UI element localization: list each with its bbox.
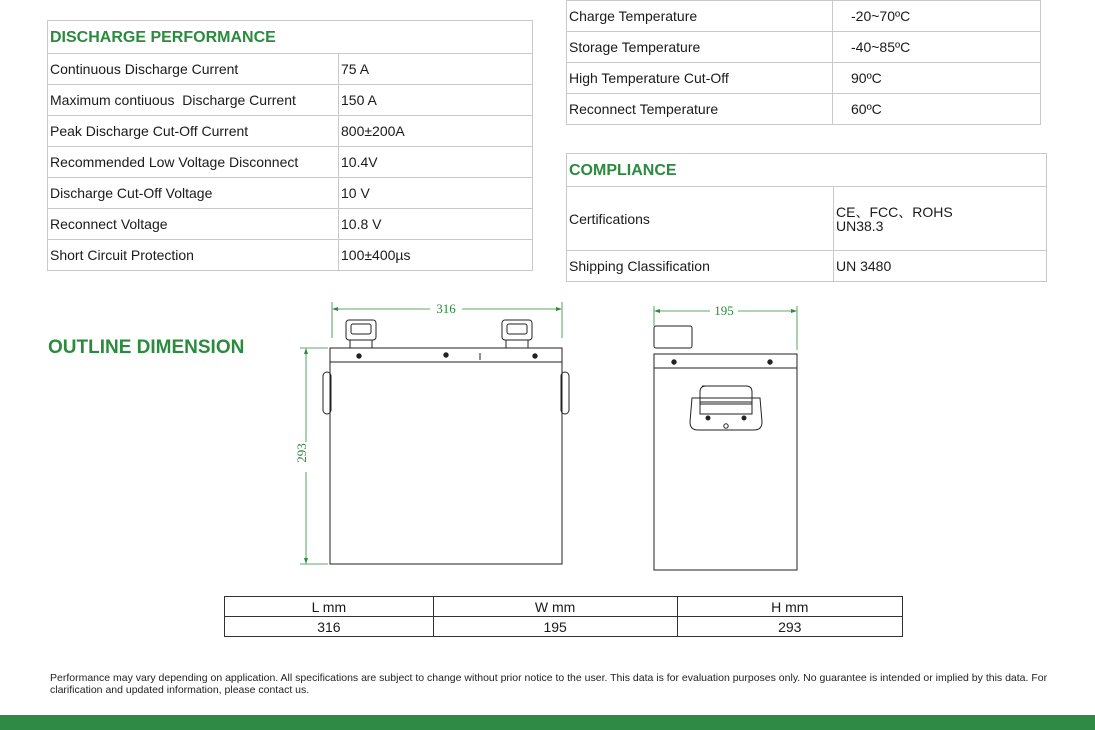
temperature-table	[566, 0, 1041, 125]
cert-line: UN38.3	[836, 217, 884, 234]
row-value: 60ºC	[833, 94, 1041, 125]
row-label: Peak Discharge Cut-Off Current	[48, 116, 339, 147]
row-label: Maximum contiuous Discharge Current	[48, 85, 339, 116]
table-row	[48, 240, 533, 271]
row-value: 10 V	[339, 178, 533, 209]
row-label: Reconnect Temperature	[567, 94, 833, 125]
table-row	[48, 178, 533, 209]
table-row	[567, 32, 1041, 63]
row-label: Storage Temperature	[567, 32, 833, 63]
discharge-title: DISCHARGE PERFORMANCE	[48, 21, 533, 54]
side-width-label: 195	[714, 303, 734, 318]
front-height-label: 293	[294, 443, 309, 463]
row-value: 10.8 V	[339, 209, 533, 240]
compliance-title: COMPLIANCE	[567, 154, 1047, 187]
table-row	[48, 147, 533, 178]
row-value: UN 3480	[834, 251, 1047, 282]
compliance-header-row	[567, 154, 1047, 187]
row-value: 90ºC	[833, 63, 1041, 94]
side-view	[654, 306, 797, 570]
dimension-header-row	[225, 597, 903, 617]
column-header: W mm	[433, 597, 677, 617]
row-label: Certifications	[567, 187, 834, 251]
footer-bar	[0, 715, 1095, 730]
row-value: 10.4V	[339, 147, 533, 178]
row-value: 100±400µs	[339, 240, 533, 271]
table-row	[567, 251, 1047, 282]
row-value: -40~85ºC	[833, 32, 1041, 63]
row-label: High Temperature Cut-Off	[567, 63, 833, 94]
front-width-label: 316	[436, 301, 456, 316]
table-row	[567, 94, 1041, 125]
row-value: 150 A	[339, 85, 533, 116]
table-row	[48, 209, 533, 240]
disclaimer-footnote: Performance may vary depending on application. All specifications are subject to change without prior notice to the user. This data is for evaluation purposes only. No guarantee is intended or implied by this data. For clarification and updated information, please contact us.	[50, 672, 1048, 696]
compliance-table	[566, 153, 1047, 282]
row-label: Discharge Cut-Off Voltage	[48, 178, 339, 209]
dimension-value: 195	[433, 617, 677, 637]
table-row	[567, 187, 1047, 251]
dimension-value: 293	[677, 617, 903, 637]
dimension-table	[224, 596, 903, 637]
table-row	[567, 1, 1041, 32]
front-view	[300, 302, 569, 564]
row-value	[834, 187, 1047, 251]
row-label: Charge Temperature	[567, 1, 833, 32]
column-header: H mm	[677, 597, 903, 617]
table-row	[567, 63, 1041, 94]
discharge-performance-table	[47, 20, 533, 271]
table-row	[48, 54, 533, 85]
row-value: -20~70ºC	[833, 1, 1041, 32]
column-header: L mm	[225, 597, 434, 617]
row-label: Reconnect Voltage	[48, 209, 339, 240]
row-label: Continuous Discharge Current	[48, 54, 339, 85]
outline-drawing	[290, 290, 810, 575]
dimension-value-row	[225, 617, 903, 637]
table-row	[48, 85, 533, 116]
row-value: 75 A	[339, 54, 533, 85]
dimension-value: 316	[225, 617, 434, 637]
row-label: Recommended Low Voltage Disconnect	[48, 147, 339, 178]
cert-line: CE、FCC、ROHS	[836, 203, 953, 220]
row-label: Short Circuit Protection	[48, 240, 339, 271]
table-row	[48, 116, 533, 147]
discharge-header-row	[48, 21, 533, 54]
outline-dimension-title: OUTLINE DIMENSION	[48, 337, 245, 358]
row-label: Shipping Classification	[567, 251, 834, 282]
row-value: 800±200A	[339, 116, 533, 147]
